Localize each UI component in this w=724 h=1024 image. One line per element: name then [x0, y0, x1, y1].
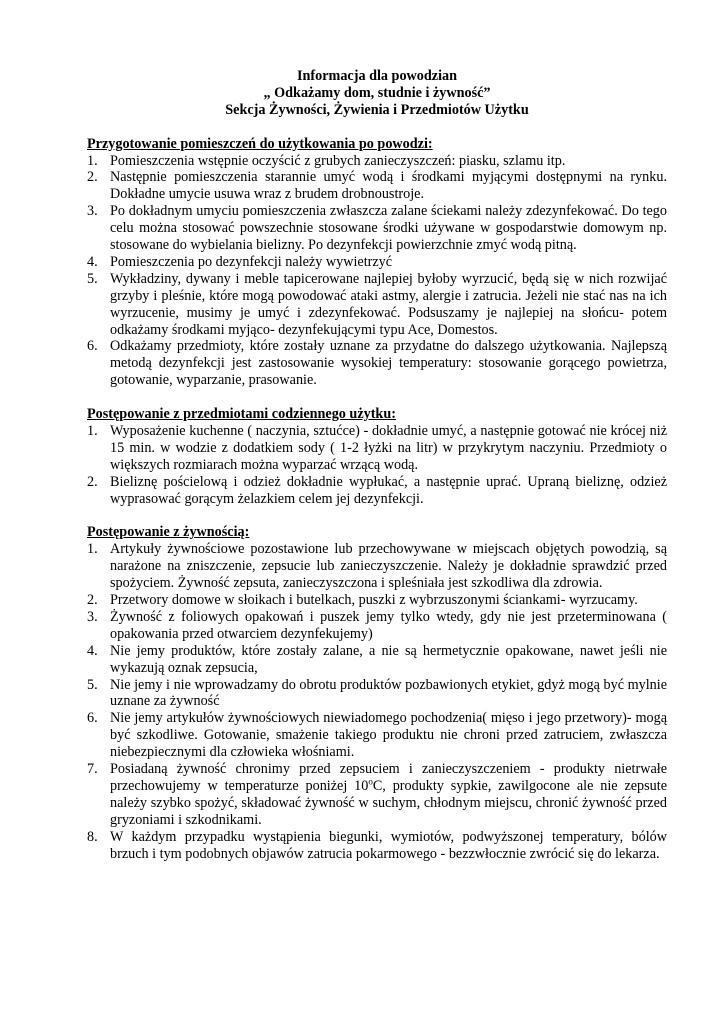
- list-item: 6. Odkażamy przedmioty, które zostały uznane za przydatne do dalszego użytkowania. Najlepszą metodą dezynfekcji jest zastosowanie wysokiej temperatury: stosowanie gorącego powietrza, gotowanie, wyparzanie, prasowanie.: [87, 338, 667, 389]
- list-item: 1. Artykuły żywnościowe pozostawione lub przechowywane w miejscach objętych powodzią, są narażone na zniszczenie, zepsucie lub zanieczyszczenie. Należy je dokładnie sprawdzić przed spożyciem. Żywność zepsuta, zanieczyszczona i spleśniała jest szkodliwa dla zdrowia.: [87, 541, 667, 592]
- section-heading-items: Postępowanie z przedmiotami codziennego użytku:: [87, 406, 396, 423]
- list-item: 7. Posiadaną żywność chronimy przed zepsuciem i zanieczyszczeniem - produkty nietrwałe przechowujemy w temperaturze poniżej 10$^o$C, produkty sypkie, zawilgocone ale nie zepsute należy szybko spożyć, składować żywność w suchym, chłodnym miejscu, chronić żywność przed gryzoniami i szkodnikami.: [87, 761, 667, 828]
- list-items: [87, 423, 667, 508]
- list-item: 2. Następnie pomieszczenia starannie umyć wodą i środkami myjącymi dostępnymi na rynku. Dokładne umycie usuwa wraz z brudem drobnoustroje.: [87, 169, 667, 203]
- list-item: 5. Nie jemy i nie wprowadzamy do obrotu produktów pozbawionych etykiet, gdyż mogą być mylnie uznane za żywność: [87, 676, 667, 710]
- list-item: 3. Po dokładnym umyciu pomieszczenia zwłaszcza zalane ściekami należy zdezynfekować. Do tego celu można stosować powszechnie stosowane środki używane w gospodarstwie domowym np. stosowane do wybielania bielizny. Po dezynfekcji powierzchnie zmyć wodą pitną.: [87, 203, 667, 254]
- list-item: 5. Wykładziny, dywany i meble tapicerowane najlepiej byłoby wyrzucić, będą się w nich rozwijać grzyby i pleśnie, które mogą powodować ataki astmy, alergie i zatrucia. Jeżeli nie stać nas na ich wyrzucenie, musimy je umyć i zdezynfekować. Podsuszamy je najlepiej na słońcu- potem odkażamy środkami myjąco- dezynfekującymi typu Ace, Domestos.: [87, 270, 667, 338]
- list-item: 8. W każdym przypadku wystąpienia biegunki, wymiotów, podwyższonej temperatury, bólów brzuch i tym podobnych objawów zatrucia pokarmowego - bezzwłocznie zwrócić się do lekarza.: [87, 828, 667, 862]
- list-food: [87, 541, 667, 862]
- section-heading-food: Postępowanie z żywnością:: [87, 524, 250, 541]
- list-item: 1. Wyposażenie kuchenne ( naczynia, sztućce) - dokładnie umyć, a następnie gotować nie krócej niż 15 min. w wodzie z dodatkiem sody ( 1-2 łyżki na litr) w przykrytym naczyniu. Przedmioty o większych rozmiarach można wyparzać wrzącą wodą.: [87, 423, 667, 473]
- list-item: 6. Nie jemy artykułów żywnościowych niewiadomego pochodzenia( mięso i jego przetwory)- mogą być szkodliwe. Gotowanie, smażenie takiego produktu nie chroni przed zatruciem, zwłaszcza niebezpiecznymi dla człowieka włośniami.: [87, 710, 667, 761]
- list-item: 2. Przetwory domowe w słoikach i butelkach, puszki z wybrzuszonymi ściankami- wyrzucamy.: [87, 592, 638, 609]
- title-line-2: „ Odkażamy dom, studnie i żywność”: [263, 84, 491, 101]
- list-item: 4. Pomieszczenia po dezynfekcji należy wywietrzyć: [87, 253, 393, 270]
- list-item: 1. Pomieszczenia wstępnie oczyścić z grubych zanieczyszczeń: piasku, szlamu itp.: [87, 152, 566, 169]
- list-item: 2. Bieliznę pościelową i odzież dokładnie wypłukać, a następnie uprać. Upraną bieliznę, odzież wyprasować gorącym żelazkiem celem jej dezynfekcji.: [87, 473, 667, 507]
- list-item: 3. Żywność z foliowych opakowań i puszek jemy tylko wtedy, gdy nie jest przeterminowana ( opakowania przed otwarciem dezynfekujemy): [87, 608, 667, 642]
- title-line-3: Sekcja Żywności, Żywienia i Przedmiotów Użytku: [225, 101, 529, 118]
- list-item: 4. Nie jemy produktów, które zostały zalane, a nie są hermetycznie opakowane, nawet jeśli nie wykazują oznak zepsucia,: [87, 642, 667, 676]
- section-heading-rooms: Przygotowanie pomieszczeń do użytkowania po powodzi:: [87, 135, 433, 152]
- title-line-1: Informacja dla powodzian: [296, 68, 457, 84]
- list-rooms: [87, 153, 667, 390]
